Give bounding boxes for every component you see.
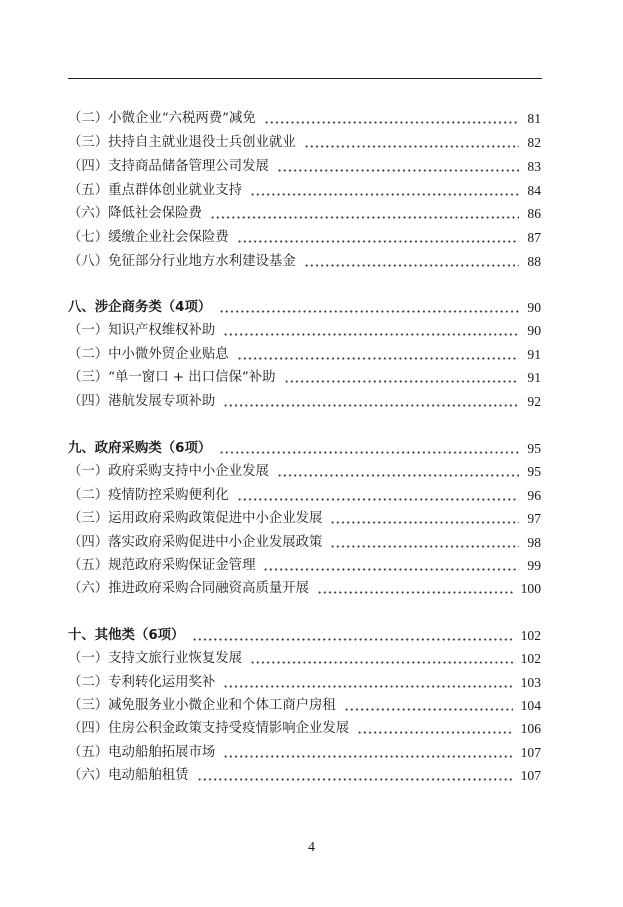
toc-entry-title: （五）重点群体创业就业支持 bbox=[68, 183, 243, 198]
toc-entry-title: （一）支持文旅行业恢复发展 bbox=[68, 651, 243, 666]
toc-entry-page: 104 bbox=[520, 698, 541, 713]
page-number: 4 bbox=[308, 840, 315, 855]
dot-leader bbox=[237, 498, 520, 501]
toc-entry-title: （六）降低社会保险费 bbox=[68, 206, 202, 221]
toc-entry-title: （二）疫情防控采购便利化 bbox=[68, 488, 229, 503]
dot-leader bbox=[223, 685, 512, 688]
toc-entry-page: 100 bbox=[520, 581, 541, 596]
toc-entry-page: 106 bbox=[520, 721, 541, 736]
dot-leader bbox=[223, 404, 519, 407]
toc-entry[interactable] bbox=[68, 156, 541, 178]
toc-entry-title: 八、涉企商务类（4项） bbox=[68, 300, 212, 315]
toc-entry-title: （八）免征部分行业地方水利建设基金 bbox=[68, 254, 296, 269]
toc-entry[interactable] bbox=[68, 461, 541, 483]
toc-entry-page: 83 bbox=[527, 159, 541, 174]
toc-entry[interactable] bbox=[68, 765, 541, 787]
toc-entry-page: 95 bbox=[527, 441, 541, 456]
toc-entry-page: 90 bbox=[527, 323, 541, 338]
toc-entry-title: （五）电动船舶拓展市场 bbox=[68, 745, 216, 760]
toc-entry-title: （四）住房公积金政策支持受疫情影响企业发展 bbox=[68, 721, 350, 736]
toc-entry-title: （二）中小微外贸企业贴息 bbox=[68, 347, 229, 362]
toc-section-heading[interactable] bbox=[68, 438, 541, 460]
toc-entry-title: 九、政府采购类（6项） bbox=[68, 441, 212, 456]
toc-entry-title: 十、其他类（6项） bbox=[68, 628, 185, 643]
toc-entry-title: （三）减免服务业小微企业和个体工商户房租 bbox=[68, 698, 336, 713]
toc-entry[interactable] bbox=[68, 367, 541, 389]
toc-entry-page: 84 bbox=[527, 183, 541, 198]
toc-entry[interactable] bbox=[68, 742, 541, 764]
toc-entry-title: （四）落实政府采购促进中小企业发展政策 bbox=[68, 535, 323, 550]
toc-entry-page: 91 bbox=[527, 347, 541, 362]
toc-entry-page: 95 bbox=[527, 464, 541, 479]
dot-leader bbox=[357, 731, 512, 734]
dot-leader bbox=[197, 778, 513, 781]
toc-entry-title: （一）知识产权维权补助 bbox=[68, 323, 216, 338]
toc-entry-page: 97 bbox=[527, 511, 541, 526]
dot-leader bbox=[250, 661, 513, 664]
toc-entry[interactable] bbox=[68, 695, 541, 717]
header-rule bbox=[68, 78, 542, 79]
toc-entry[interactable] bbox=[68, 555, 541, 577]
toc-entry-page: 87 bbox=[527, 230, 541, 245]
toc-entry-page: 107 bbox=[520, 745, 541, 760]
toc-section-heading[interactable] bbox=[68, 297, 541, 319]
dot-leader bbox=[219, 451, 519, 454]
toc-entry-page: 96 bbox=[527, 488, 541, 503]
dot-leader bbox=[304, 145, 520, 148]
toc-entry-title: （一）政府采购支持中小企业发展 bbox=[68, 464, 269, 479]
dot-leader bbox=[250, 193, 519, 196]
dot-leader bbox=[237, 357, 520, 360]
dot-leader bbox=[304, 264, 520, 267]
dot-leader bbox=[237, 240, 520, 243]
toc-entry[interactable] bbox=[68, 672, 541, 694]
toc-entry-title: （六）推进政府采购合同融资高质量开展 bbox=[68, 581, 310, 596]
toc-entry-title: （三）运用政府采购政策促进中小企业发展 bbox=[68, 511, 323, 526]
toc-entry-page: 91 bbox=[527, 370, 541, 385]
toc-entry-title: （四）支持商品储备管理公司发展 bbox=[68, 159, 269, 174]
toc-section-heading[interactable] bbox=[68, 625, 541, 647]
dot-leader bbox=[223, 333, 519, 336]
toc-entry-title: （三）“单一窗口 + 出口信保”补助 bbox=[68, 370, 276, 385]
toc-entry[interactable] bbox=[68, 578, 541, 600]
toc-entry[interactable] bbox=[68, 508, 541, 530]
dot-leader bbox=[277, 169, 520, 172]
dot-leader bbox=[263, 568, 519, 571]
toc-entry-title: （二）小微企业“六税两费”减免 bbox=[68, 111, 256, 126]
toc-entry-page: 81 bbox=[527, 111, 541, 126]
toc-entry[interactable] bbox=[68, 251, 541, 273]
dot-leader bbox=[264, 121, 520, 124]
toc-entry-page: 102 bbox=[520, 651, 541, 666]
toc-entry-page: 92 bbox=[527, 394, 541, 409]
toc-entry-title: （二）专利转化运用奖补 bbox=[68, 675, 216, 690]
toc-entry[interactable] bbox=[68, 344, 541, 366]
toc-entry[interactable] bbox=[68, 180, 541, 202]
toc-entry-page: 103 bbox=[520, 675, 541, 690]
toc-entry-title: （七）缓缴企业社会保险费 bbox=[68, 230, 229, 245]
toc-entry-page: 99 bbox=[527, 558, 541, 573]
toc-entry-title: （五）规范政府采购保证金管理 bbox=[68, 558, 256, 573]
toc-entry-page: 82 bbox=[527, 135, 541, 150]
toc-entry-page: 107 bbox=[520, 768, 541, 783]
dot-leader bbox=[344, 708, 513, 711]
toc-entry[interactable] bbox=[68, 108, 541, 130]
toc-entry[interactable] bbox=[68, 532, 541, 554]
dot-leader bbox=[192, 638, 512, 641]
toc-entry-page: 90 bbox=[527, 300, 541, 315]
toc-entry-title: （三）扶持自主就业退役士兵创业就业 bbox=[68, 135, 296, 150]
toc-entry[interactable] bbox=[68, 320, 541, 342]
dot-leader bbox=[284, 380, 520, 383]
dot-leader bbox=[330, 545, 519, 548]
toc-entry-title: （四）港航发展专项补助 bbox=[68, 394, 216, 409]
dot-leader bbox=[219, 310, 519, 313]
dot-leader bbox=[317, 591, 513, 594]
toc-entry[interactable] bbox=[68, 227, 541, 249]
toc-entry-page: 98 bbox=[527, 535, 541, 550]
dot-leader bbox=[210, 216, 520, 219]
toc-entry-page: 88 bbox=[527, 254, 541, 269]
toc-entry[interactable] bbox=[68, 203, 541, 225]
toc-entry[interactable] bbox=[68, 718, 541, 740]
toc-entry[interactable] bbox=[68, 132, 541, 154]
dot-leader bbox=[223, 755, 512, 758]
dot-leader bbox=[277, 474, 520, 477]
toc-entry-page: 86 bbox=[527, 206, 541, 221]
toc-entry[interactable] bbox=[68, 485, 541, 507]
toc-entry-title: （六）电动船舶租赁 bbox=[68, 768, 189, 783]
toc-entry[interactable] bbox=[68, 648, 541, 670]
toc-entry[interactable] bbox=[68, 391, 541, 413]
toc-entry-page: 102 bbox=[520, 628, 541, 643]
dot-leader bbox=[330, 521, 519, 524]
